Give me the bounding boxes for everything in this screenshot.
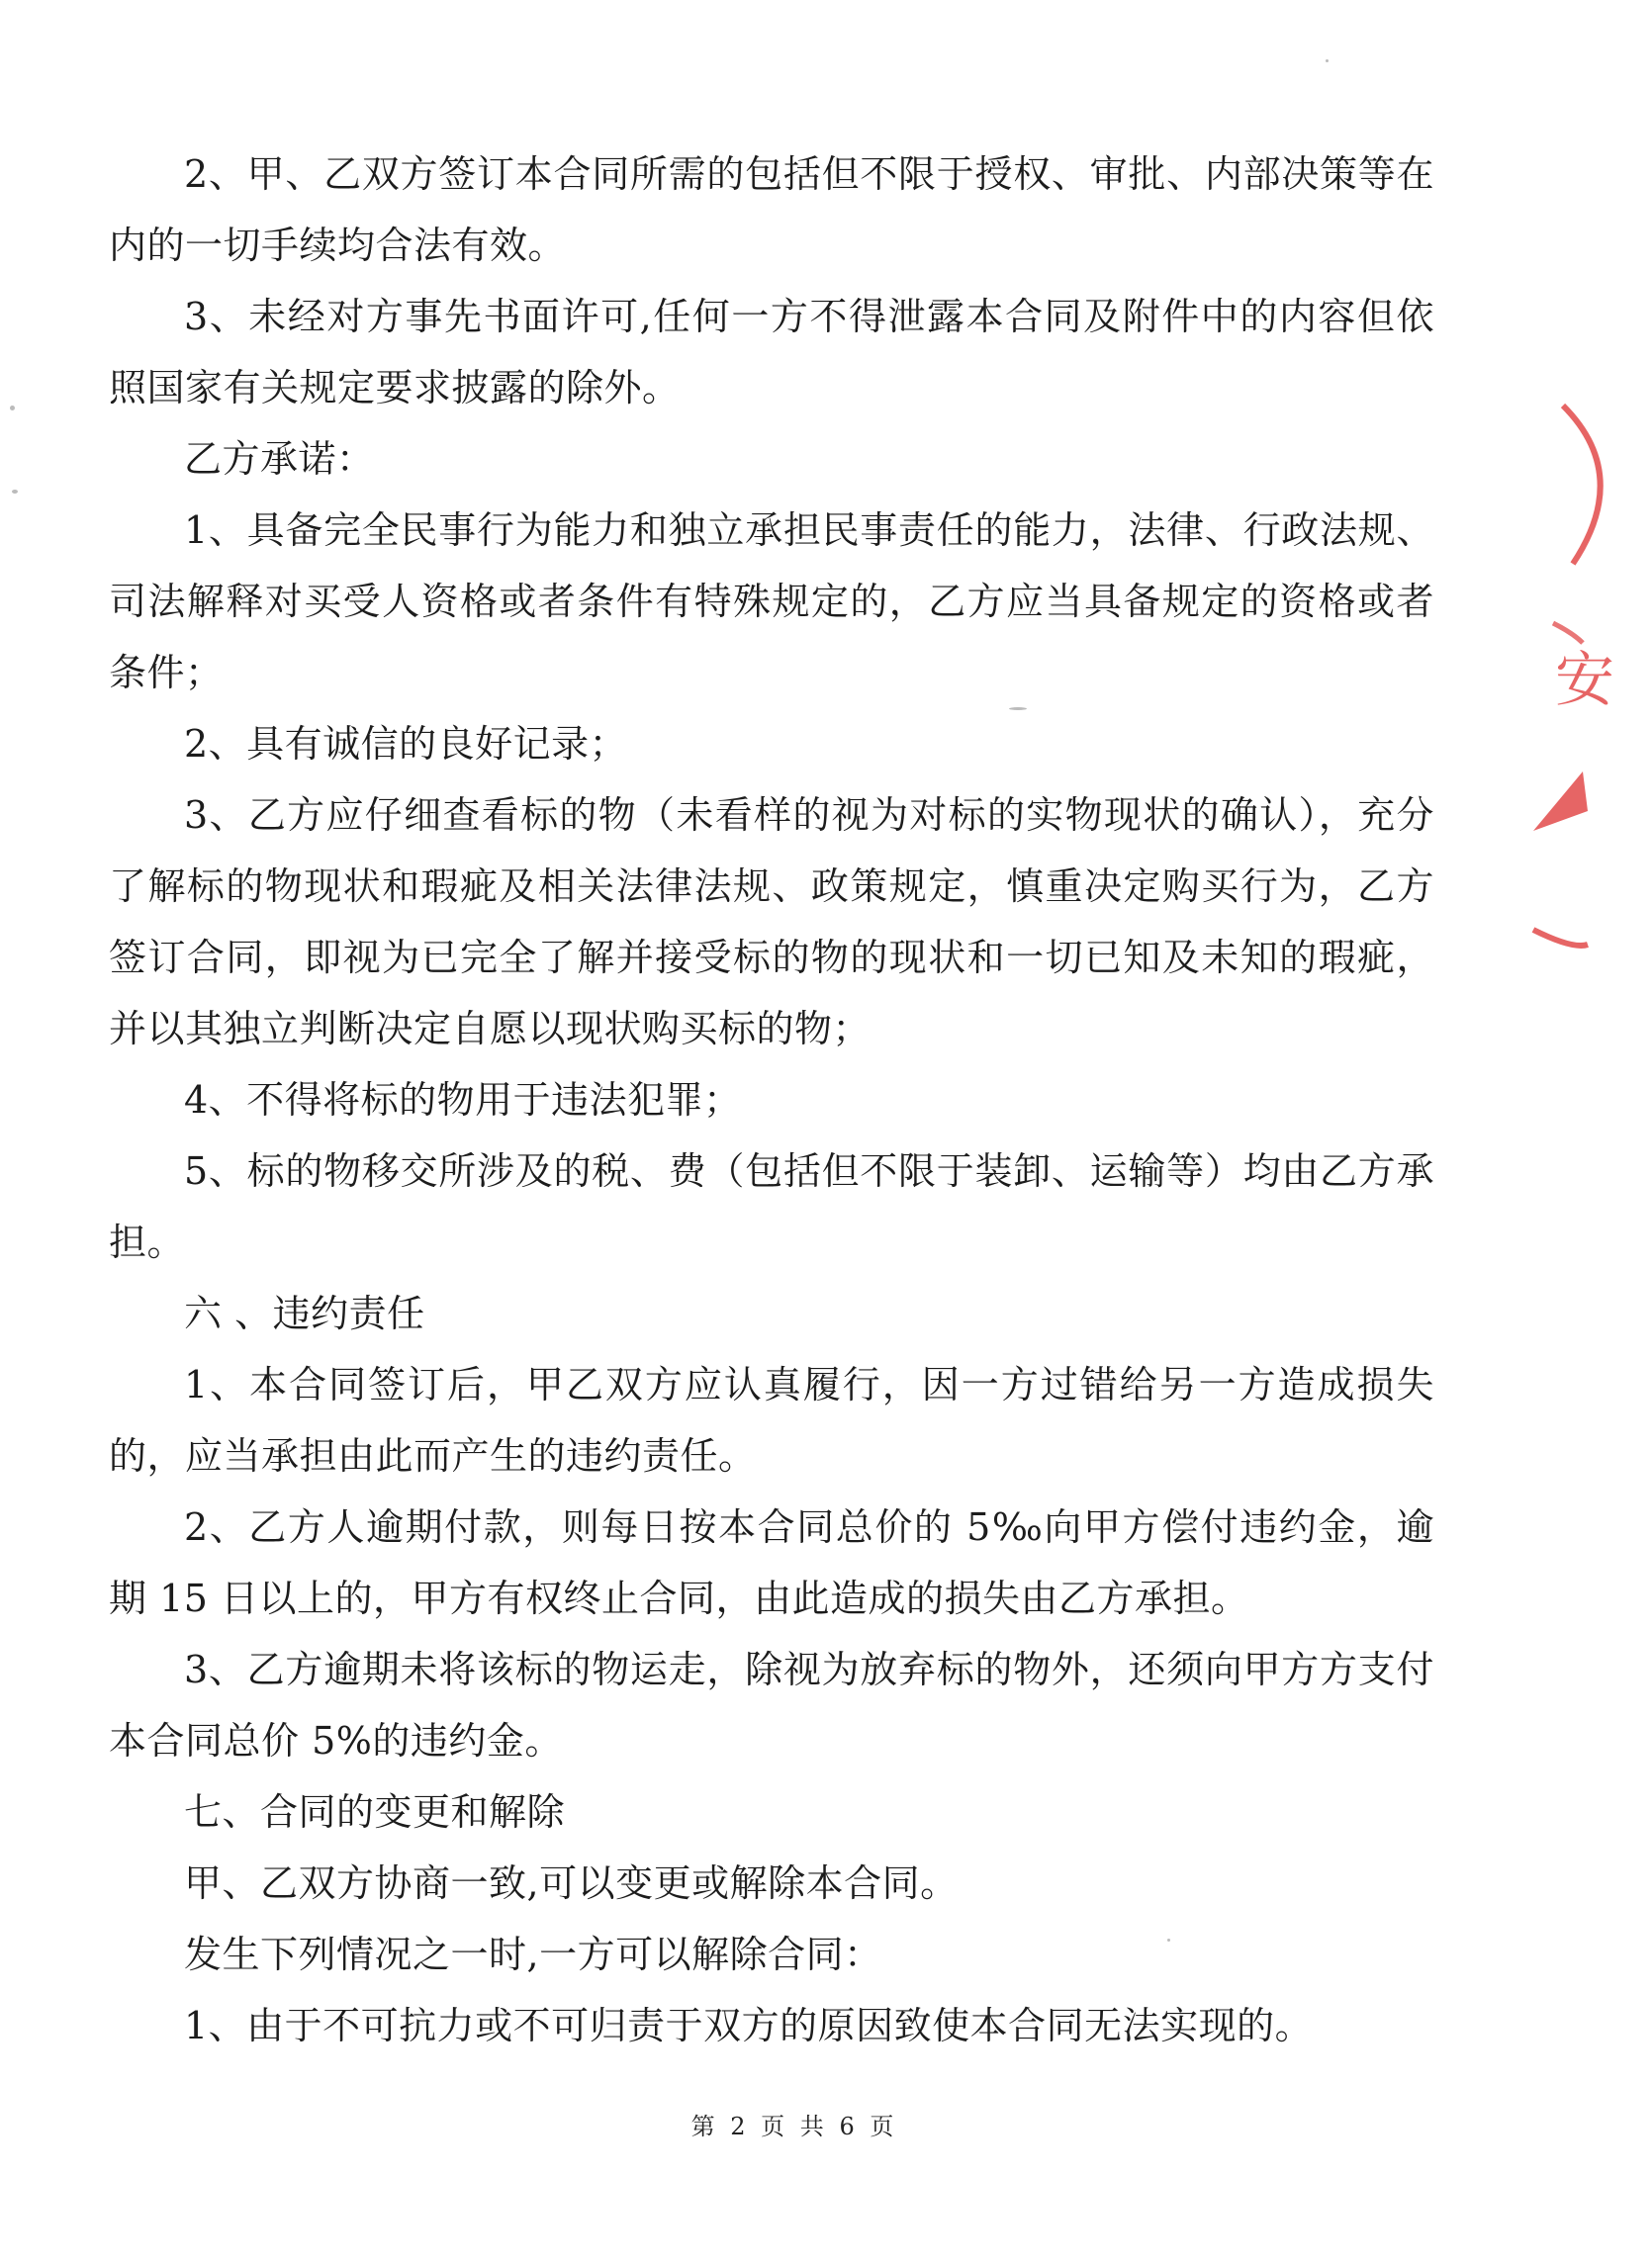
seal-arc-top	[1563, 406, 1601, 564]
seal-star-point	[1533, 771, 1588, 831]
breach-clause-1: 1、本合同签订后，甲乙双方应认真履行，因一方过错给另一方造成损失的，应当承担由此而产生的违约责任。	[109, 1363, 1434, 1478]
commitment-2-integrity: 2、具有诚信的良好记录；	[184, 722, 628, 766]
termination-conditions-label: 发生下列情况之一时,一方可以解除合同：	[184, 1933, 882, 1976]
breach-clause-3: 3、乙方逾期未将该标的物运走，除视为放弃标的物外，还须向甲方方支付本合同总价 5%的违约金。	[109, 1648, 1434, 1763]
section-7-heading: 七、合同的变更和解除	[184, 1790, 566, 1834]
section-6-heading: 六 、违约责任	[184, 1292, 425, 1335]
commitment-1-capacity: 1、具备完全民事行为能力和独立承担民事责任的能力，法律、行政法规、司法解释对买受人资格或者条件有特殊规定的，乙方应当具备规定的资格或者条件；	[109, 508, 1434, 694]
scan-speck	[1326, 59, 1329, 62]
commitment-3-inspection: 3、乙方应仔细查看标的物（未看样的视为对标的实物现状的确认），充分了解标的物现状和瑕疵及相关法律法规、政策规定，慎重决定购买行为，乙方签订合同，即视为已完全了解并接受标的物的现状和一切已知及未知的瑕疵，并以其独立判断决定自愿以现状购买标的物；	[109, 793, 1434, 1050]
scan-speck	[1009, 707, 1027, 710]
seal-arc-bottom	[1533, 930, 1588, 946]
contract-body	[109, 138, 1434, 2061]
breach-clause-2: 2、乙方人逾期付款，则每日按本合同总价的 5‰向甲方偿付违约金，逾期 15 日以上的，甲方有权终止合同，由此造成的损失由乙方承担。	[109, 1505, 1434, 1620]
clause-2-authorization: 2、甲、乙双方签订本合同所需的包括但不限于授权、审批、内部决策等在内的一切手续均合法有效。	[109, 152, 1434, 267]
scan-speck	[12, 490, 18, 494]
modification-clause: 甲、乙双方协商一致,可以变更或解除本合同。	[184, 1861, 959, 1905]
clause-3-confidentiality: 3、未经对方事先书面许可,任何一方不得泄露本合同及附件中的内容但依照国家有关规定要求披露的除外。	[109, 295, 1434, 409]
scan-speck	[1167, 1939, 1170, 1942]
page-footer: 第 2 页 共 6 页	[690, 2113, 898, 2140]
party-b-commitments-label: 乙方承诺：	[184, 437, 375, 481]
termination-condition-1: 1、由于不可抗力或不可归责于双方的原因致使本合同无法实现的。	[184, 2004, 1314, 2047]
commitment-5-taxes-fees: 5、标的物移交所涉及的税、费（包括但不限于装卸、运输等）均由乙方承担。	[109, 1149, 1434, 1264]
commitment-4-lawful-use: 4、不得将标的物用于违法犯罪；	[184, 1078, 742, 1122]
scan-speck	[10, 406, 15, 410]
seal-character: 安	[1555, 646, 1614, 715]
